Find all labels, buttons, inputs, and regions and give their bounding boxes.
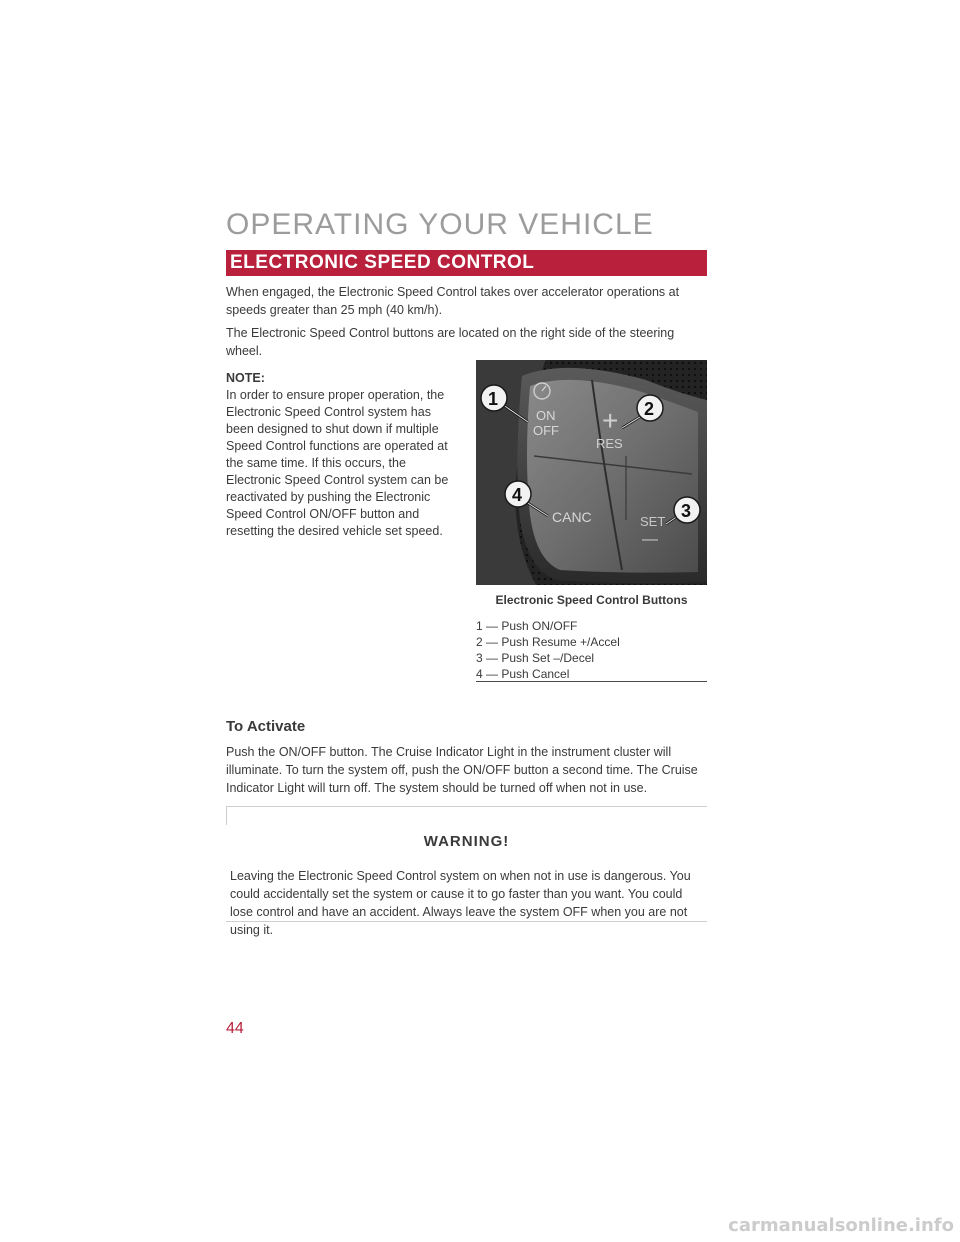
callout-3-number: 3 xyxy=(681,501,692,521)
callout-1-number: 1 xyxy=(488,389,499,409)
legend-item: 1 — Push ON/OFF xyxy=(476,619,578,633)
location-paragraph: The Electronic Speed Control buttons are located on the right side of the steering wheel. xyxy=(226,326,675,358)
warning-title: WARNING! xyxy=(423,833,510,850)
chapter-title: OPERATING YOUR VEHICLE xyxy=(226,208,654,241)
intro-paragraph: When engaged, the Electronic Speed Control takes over accelerator operations at speeds greater than 25 mph (40 km/h). xyxy=(226,285,680,317)
legend-item: 4 — Push Cancel xyxy=(476,667,570,681)
to-activate-heading: To Activate xyxy=(226,718,306,735)
set-label: SET xyxy=(640,514,666,529)
res-label: RES xyxy=(596,436,623,451)
speed-control-photo xyxy=(476,360,707,585)
section-header-bar xyxy=(226,250,707,276)
figure-caption: Electronic Speed Control Buttons xyxy=(495,593,688,607)
legend-item: 2 — Push Resume +/Accel xyxy=(476,635,620,649)
to-activate-paragraph: Push the ON/OFF button. The Cruise Indicator Light in the instrument cluster will illuminate. To turn the system off, push the ON/OFF button a second time. The Cruise Indicator Light will turn off. The system should be turned off when not in use. xyxy=(226,745,698,795)
legend-divider xyxy=(476,681,707,682)
note-text: In order to ensure proper operation, the Electronic Speed Control system has been designed to shut down if multiple Speed Control functions are operated at the same time. If this occurs, the Electronic Speed Control system can be reactivated by pushing the Electronic Speed Control ON/OFF button and resetting the desired vehicle set speed. xyxy=(226,388,449,538)
steering-wheel-buttons-illustration xyxy=(476,360,707,585)
page-number: 44 xyxy=(226,1020,244,1037)
watermark: carmanualsonline.info xyxy=(728,1215,954,1236)
callout-4-number: 4 xyxy=(512,485,523,505)
canc-label: CANC xyxy=(552,509,592,525)
figure-legend xyxy=(476,618,707,682)
warning-corner-rule xyxy=(226,807,245,825)
warning-box xyxy=(226,806,707,937)
off-label: OFF xyxy=(533,423,559,438)
on-label: ON xyxy=(536,408,556,423)
section-title: ELECTRONIC SPEED CONTROL xyxy=(230,252,535,273)
note-block xyxy=(226,370,462,540)
legend-item: 3 — Push Set –/Decel xyxy=(476,651,595,665)
minus-symbol: — xyxy=(642,531,658,548)
plus-symbol: + xyxy=(602,405,619,436)
callout-2-number: 2 xyxy=(644,399,655,419)
warning-text: Leaving the Electronic Speed Control system on when not in use is dangerous. You could accidentally set the system or cause it to go faster than you want. You could lose control and have an accident. Always leave the system OFF when you are not using it. xyxy=(230,869,691,937)
note-label: NOTE: xyxy=(226,371,265,385)
